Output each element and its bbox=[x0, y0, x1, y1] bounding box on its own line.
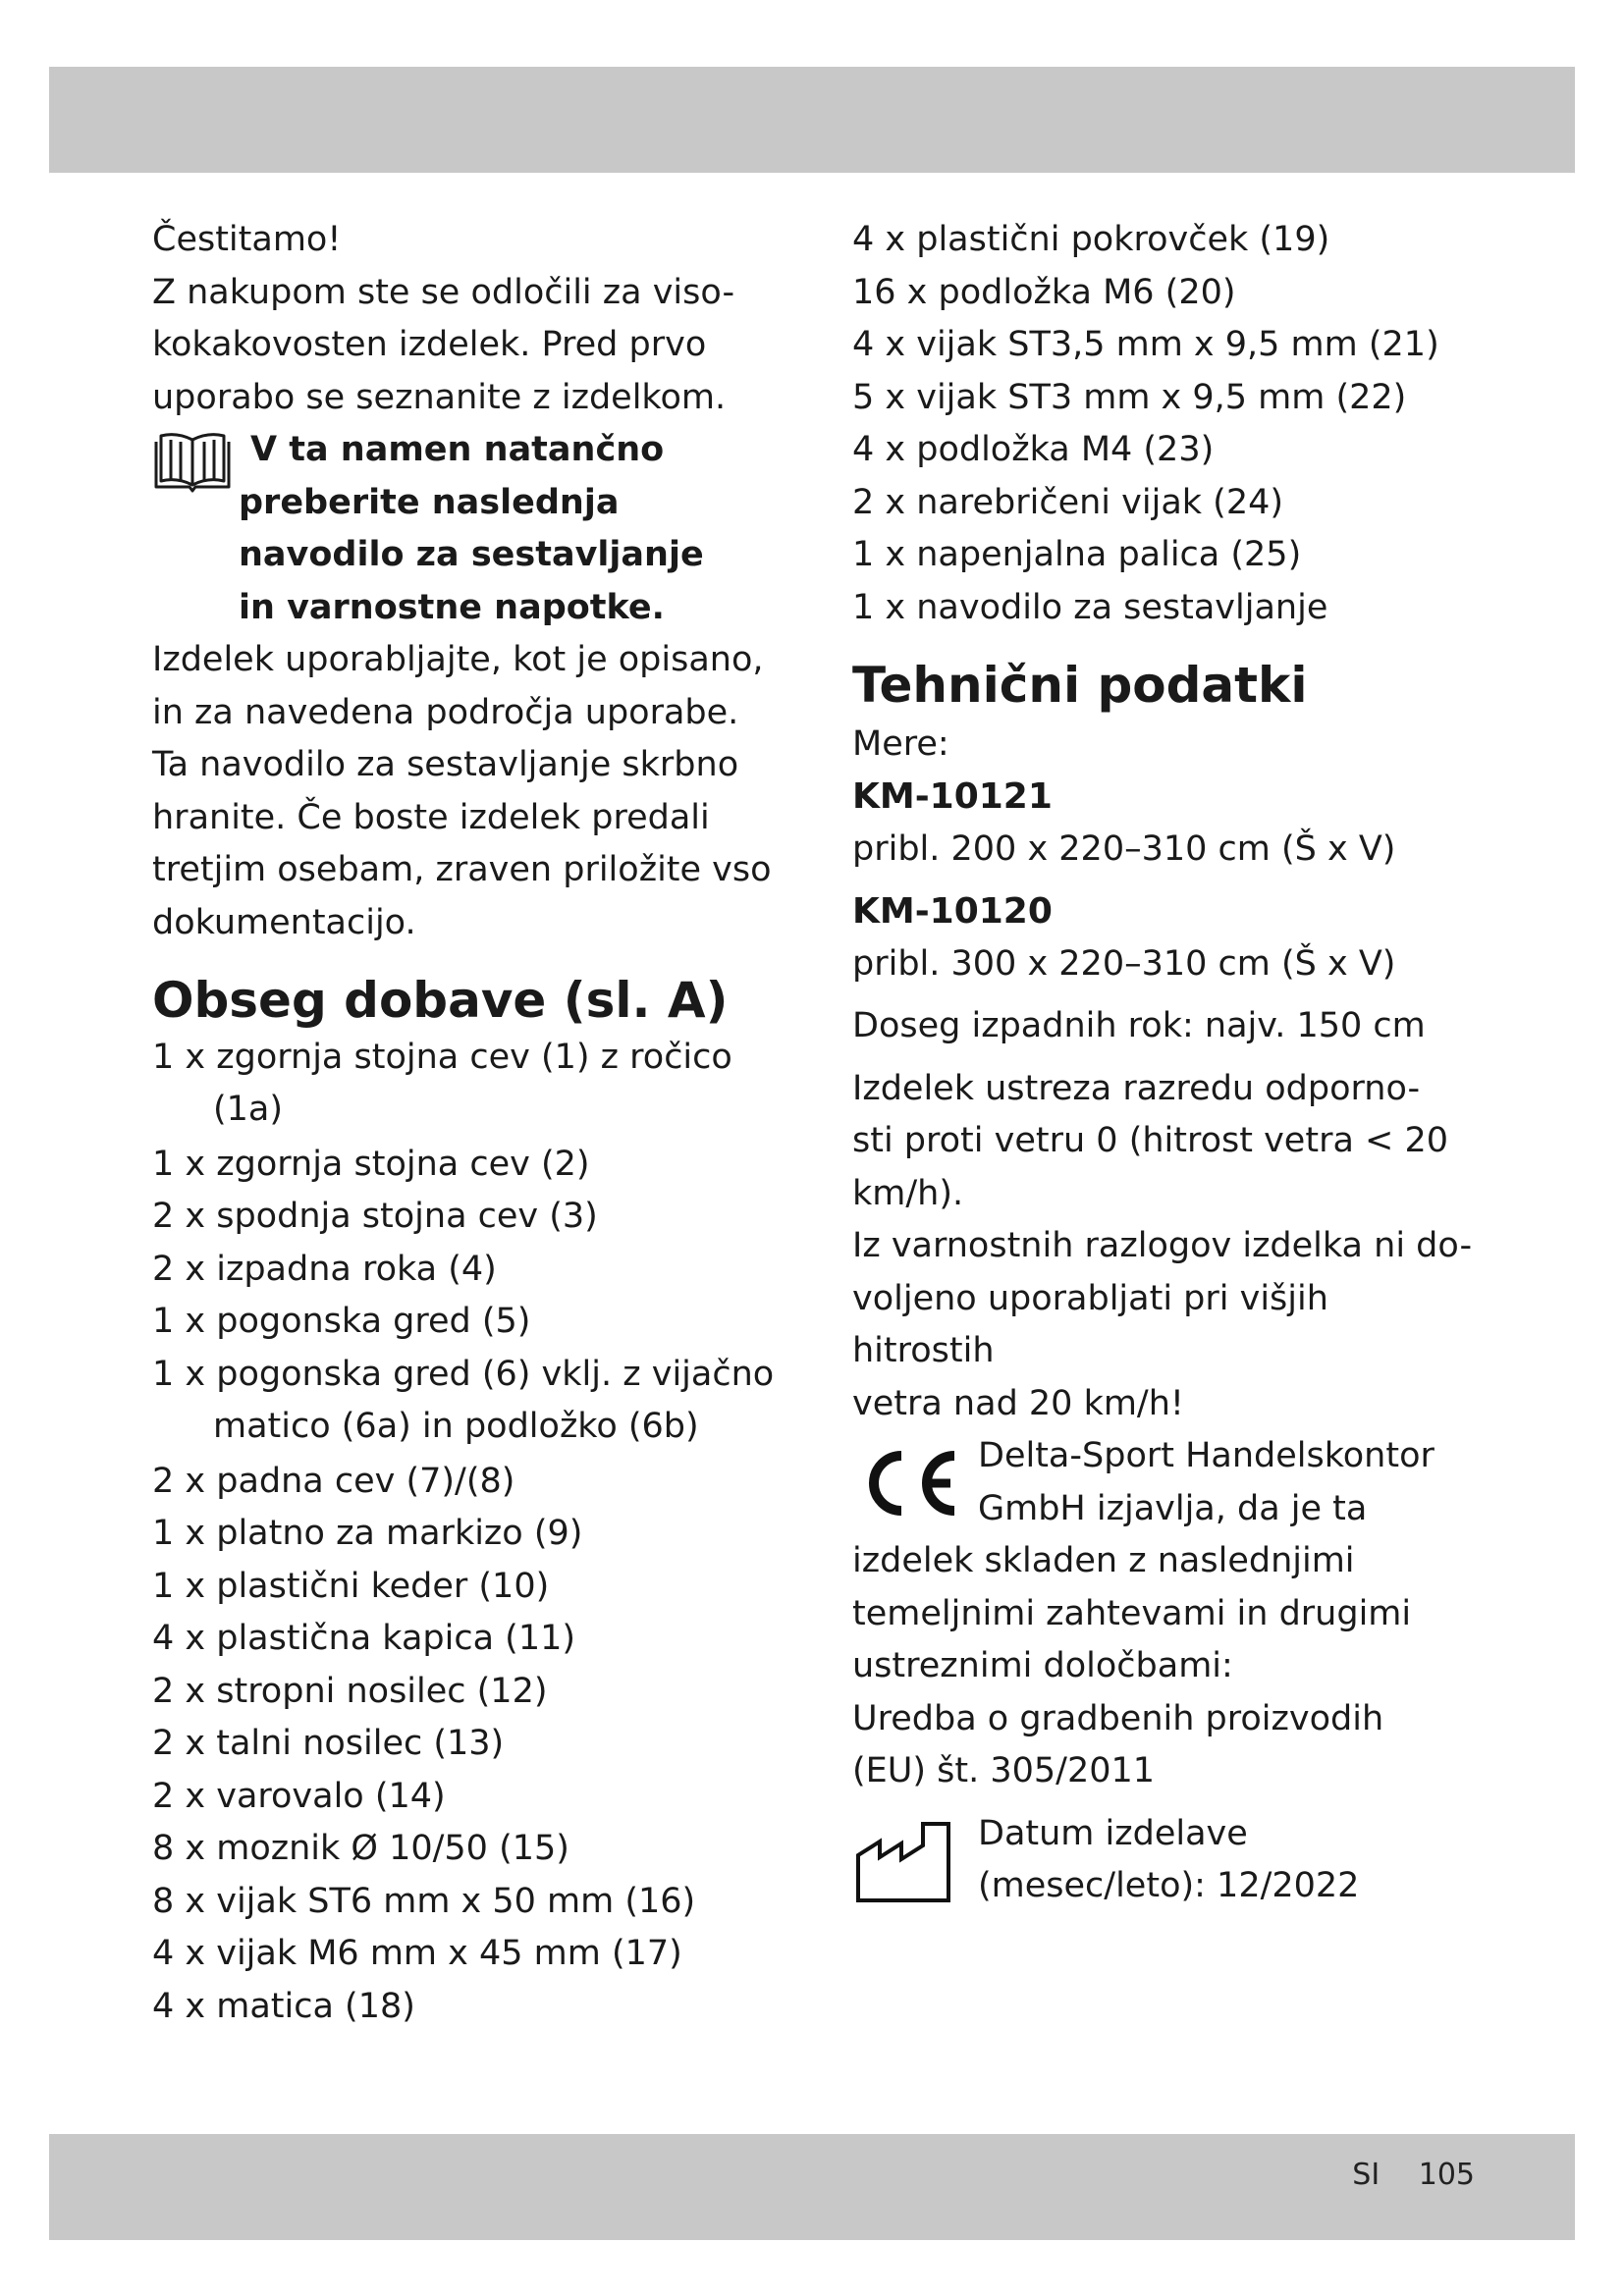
list-item: 8 x moznik Ø 10/50 (15) bbox=[152, 1829, 569, 1868]
list-item: 2 x talni nosilec (13) bbox=[152, 1724, 505, 1763]
book-icon bbox=[152, 430, 233, 499]
list-item: 2 x narebričeni vijak (24) bbox=[852, 482, 1284, 522]
list-item: 1 x zgornja stojna cev (1) z ročico (1a) bbox=[152, 1037, 732, 1129]
ce-line: GmbH izjavlja, da je ta bbox=[978, 1488, 1368, 1528]
list-item: 2 x stropni nosilec (12) bbox=[152, 1671, 548, 1711]
safety-line: voljeno uporabljati pri višjih hitrostih bbox=[852, 1278, 1328, 1370]
manufacture-date bbox=[852, 1808, 1481, 1913]
list-item: 2 x izpadna roka (4) bbox=[152, 1249, 497, 1289]
measures-label: Mere: bbox=[852, 723, 949, 764]
regulation-line: Uredba o gradbenih proizvodih bbox=[852, 1698, 1384, 1738]
safety-line: vetra nad 20 km/h! bbox=[852, 1383, 1184, 1423]
reach-spec: Doseg izpadnih rok: najv. 150 cm bbox=[852, 1006, 1426, 1045]
safety-line: Iz varnostnih razlogov izdelka ni do- bbox=[852, 1226, 1473, 1265]
note-line: V ta namen natančno bbox=[250, 430, 665, 469]
list-item: 2 x padna cev (7)/(8) bbox=[152, 1461, 515, 1501]
ce-line: Delta-Sport Handelskontor bbox=[978, 1436, 1435, 1475]
list-item: 1 x plastični keder (10) bbox=[152, 1566, 550, 1606]
list-item: 2 x spodnja stojna cev (3) bbox=[152, 1197, 598, 1236]
regulation-line: (EU) št. 305/2011 bbox=[852, 1751, 1156, 1790]
left-column bbox=[152, 214, 781, 2033]
intro-line: Z nakupom ste se odločili za viso- bbox=[152, 272, 735, 312]
ce-line: temeljnimi zahtevami in drugimi bbox=[852, 1593, 1412, 1633]
list-item: 1 x zgornja stojna cev (2) bbox=[152, 1144, 590, 1184]
footer-band bbox=[49, 2134, 1575, 2240]
list-item: 1 x navodilo za sestavljanje bbox=[852, 587, 1328, 627]
note-line: in varnostne napotke. bbox=[239, 587, 665, 627]
list-item: 1 x platno za markizo (9) bbox=[152, 1514, 583, 1553]
scope-list-continued bbox=[852, 214, 1481, 634]
factory-icon bbox=[852, 1818, 954, 1906]
note-line: preberite naslednja bbox=[239, 482, 620, 522]
list-item: 4 x podložka M4 (23) bbox=[852, 430, 1215, 469]
list-item: 4 x vijak ST3,5 mm x 9,5 mm (21) bbox=[852, 325, 1439, 364]
read-instructions-note bbox=[152, 424, 781, 634]
list-item: 4 x matica (18) bbox=[152, 1986, 415, 2026]
model-number: KM-10120 bbox=[852, 891, 1053, 932]
date-line: (mesec/leto): 12/2022 bbox=[978, 1866, 1360, 1905]
note-line: navodilo za sestavljanje bbox=[239, 535, 704, 574]
model-dimensions: pribl. 300 x 220–310 cm (Š x V) bbox=[852, 943, 1396, 984]
list-item: 5 x vijak ST3 mm x 9,5 mm (22) bbox=[852, 377, 1407, 417]
intro-line: Čestitamo! bbox=[152, 220, 342, 259]
list-item: 4 x vijak M6 mm x 45 mm (17) bbox=[152, 1934, 682, 1973]
scope-list bbox=[152, 1032, 781, 2034]
intro-line: kokakovosten izdelek. Pred prvo bbox=[152, 325, 707, 364]
list-item: 1 x napenjalna palica (25) bbox=[852, 535, 1302, 574]
ce-mark-icon bbox=[852, 1434, 970, 1532]
date-line: Datum izdelave bbox=[978, 1813, 1248, 1853]
right-column bbox=[852, 214, 1481, 1913]
list-item: 8 x vijak ST6 mm x 50 mm (16) bbox=[152, 1881, 696, 1921]
list-item: 4 x plastična kapica (11) bbox=[152, 1619, 576, 1658]
language-code: SI bbox=[1352, 2158, 1380, 2192]
header-band bbox=[49, 67, 1575, 173]
scope-heading: Obseg dobave (sl. A) bbox=[152, 972, 729, 1029]
list-item: 16 x podložka M6 (20) bbox=[852, 272, 1236, 312]
wind-line: Izdelek ustreza razredu odporno- bbox=[852, 1068, 1421, 1108]
list-item: 2 x varovalo (14) bbox=[152, 1776, 446, 1816]
list-item: 1 x pogonska gred (6) vklj. z vijačno matico (6a) in podložko (6b) bbox=[152, 1354, 775, 1446]
usage-line: in za navedena področja uporabe. bbox=[152, 692, 739, 732]
wind-line: km/h). bbox=[852, 1173, 964, 1213]
list-item: 1 x pogonska gred (5) bbox=[152, 1302, 531, 1341]
ce-line: izdelek skladen z naslednjimi bbox=[852, 1541, 1355, 1580]
usage-line: Izdelek uporabljajte, kot je opisano, bbox=[152, 640, 764, 679]
ce-declaration bbox=[852, 1430, 1481, 1535]
usage-line: hranite. Če boste izdelek predali bbox=[152, 797, 710, 837]
list-item: 4 x plastični pokrovček (19) bbox=[852, 220, 1330, 259]
model-dimensions: pribl. 200 x 220–310 cm (Š x V) bbox=[852, 828, 1396, 869]
usage-line: dokumentacijo. bbox=[152, 902, 416, 942]
usage-line: Ta navodilo za sestavljanje skrbno bbox=[152, 745, 739, 784]
page-number: 105 bbox=[1418, 2158, 1475, 2192]
ce-line: ustreznimi določbami: bbox=[852, 1646, 1233, 1685]
usage-line: tretjim osebam, zraven priložite vso bbox=[152, 850, 772, 889]
intro-line: uporabo se seznanite z izdelkom. bbox=[152, 377, 727, 417]
model-number: KM-10121 bbox=[852, 776, 1053, 817]
wind-line: sti proti vetru 0 (hitrost vetra < 20 bbox=[852, 1121, 1449, 1160]
page-footer bbox=[1352, 2158, 1475, 2192]
tech-heading: Tehnični podatki bbox=[852, 657, 1308, 714]
